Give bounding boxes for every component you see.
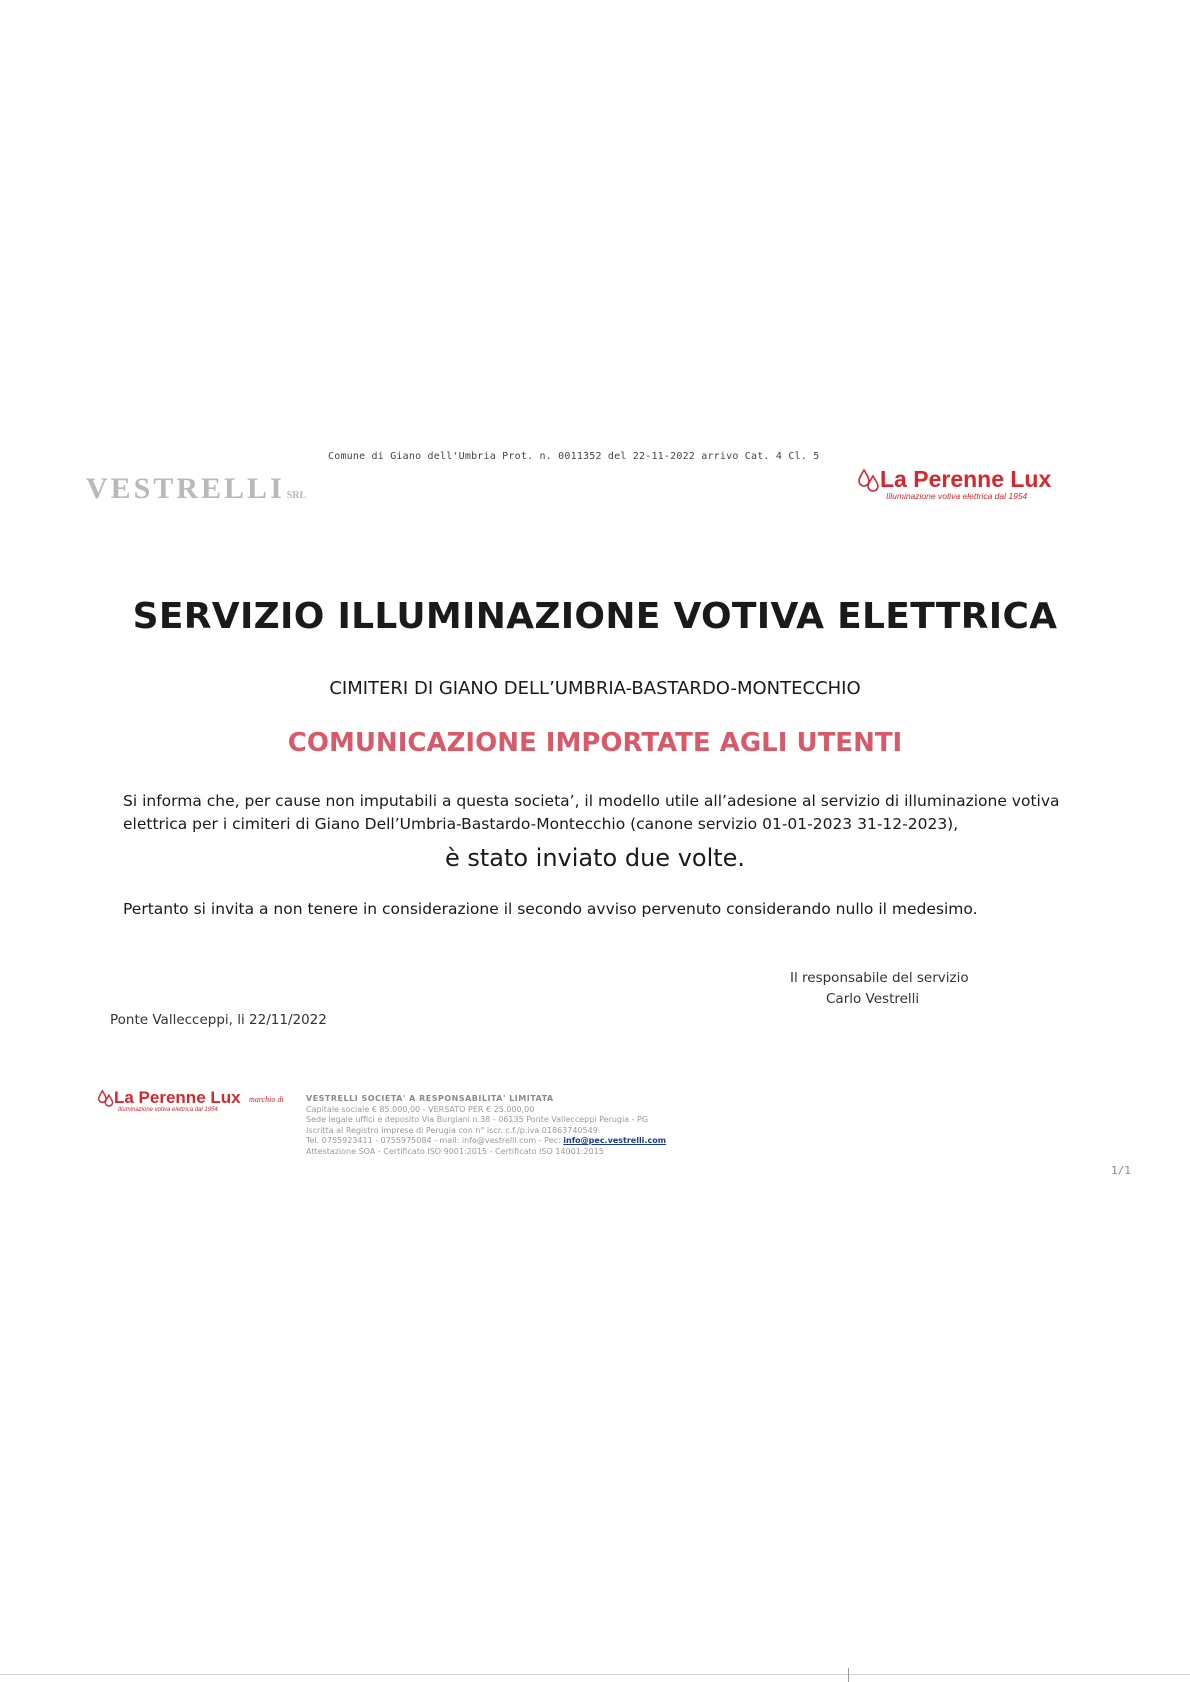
flame-drops-icon	[98, 1089, 114, 1107]
pec-link[interactable]: info@pec.vestrelli.com	[563, 1136, 667, 1145]
document-title: SERVIZIO ILLUMINAZIONE VOTIVA ELETTRICA	[132, 596, 1058, 637]
company-line: Sede legale uffici e deposito Via Burgiani n.38 - 06135 Ponte Vallecceppi Perugia - PG	[306, 1115, 649, 1124]
body-paragraph: Si informa che, per cause non imputabili a questa societa’, il modello utile all’adesione al servizio di illuminazione votiva elettrica per i cimiteri di Giano Dell’Umbria-Bastardo-Montecchio (canone servizio 01-01-2023 31-12-2023),	[123, 792, 1060, 833]
brand-name: La Perenne Lux	[880, 466, 1052, 492]
footer-brand-tagline: Illuminazione votiva elettrica dal 1954	[118, 1107, 218, 1113]
company-line: Capitale sociale € 85.000,00 - VERSATO PER € 25.000,00	[306, 1104, 535, 1114]
footer-brand-name: La Perenne Lux	[114, 1088, 241, 1107]
scan-edge-line	[0, 1674, 1190, 1675]
vestrelli-logo	[86, 472, 306, 506]
company-info	[306, 1094, 666, 1157]
brand-tagline: Illuminazione votiva elettrica dal 1954	[886, 491, 1028, 501]
body-emphasis: è stato inviato due volte.	[444, 844, 746, 872]
scan-edge-tick	[848, 1668, 849, 1682]
vestrelli-logo-text: VESTRELLI	[86, 472, 285, 505]
signature-name: Carlo Vestrelli	[826, 991, 920, 1007]
flame-drops-icon	[858, 468, 880, 492]
protocol-stamp: Comune di Giano dell'Umbria Prot. n. 0011352 del 22-11-2022 arrivo Cat. 4 Cl. 5	[328, 451, 820, 462]
marchio-label: marchio di	[249, 1095, 284, 1104]
la-perenne-lux-logo	[858, 466, 1088, 501]
company-line	[306, 1136, 666, 1147]
document-subtitle: CIMITERI DI GIANO DELL’UMBRIA-BASTARDO-MONTECCHIO	[329, 678, 861, 699]
contact-line: Tel. 0755923411 - 0755975084 - mail: info@vestrelli.com - Pec:	[306, 1136, 561, 1145]
place-date: Ponte Vallecceppi, li 22/11/2022	[110, 1012, 327, 1028]
vestrelli-logo-suffix: SRL	[286, 490, 307, 501]
page-number: 1/1	[1111, 1164, 1131, 1177]
company-line: Iscritta al Registro Imprese di Perugia con n° iscr. c.f./p.iva 01863740549	[306, 1125, 598, 1135]
signature-role: Il responsabile del servizio	[790, 970, 969, 986]
alert-heading: COMUNICAZIONE IMPORTATE AGLI UTENTI	[287, 728, 903, 758]
company-line: Attestazione SOA - Certificato ISO 9001:2015 - Certificato ISO 14001:2015	[306, 1146, 604, 1156]
company-name: VESTRELLI SOCIETA' A RESPONSABILITA' LIMITATA	[306, 1094, 554, 1103]
body-conclusion: Pertanto si invita a non tenere in considerazione il secondo avviso pervenuto considerando nullo il medesimo.	[123, 900, 978, 918]
